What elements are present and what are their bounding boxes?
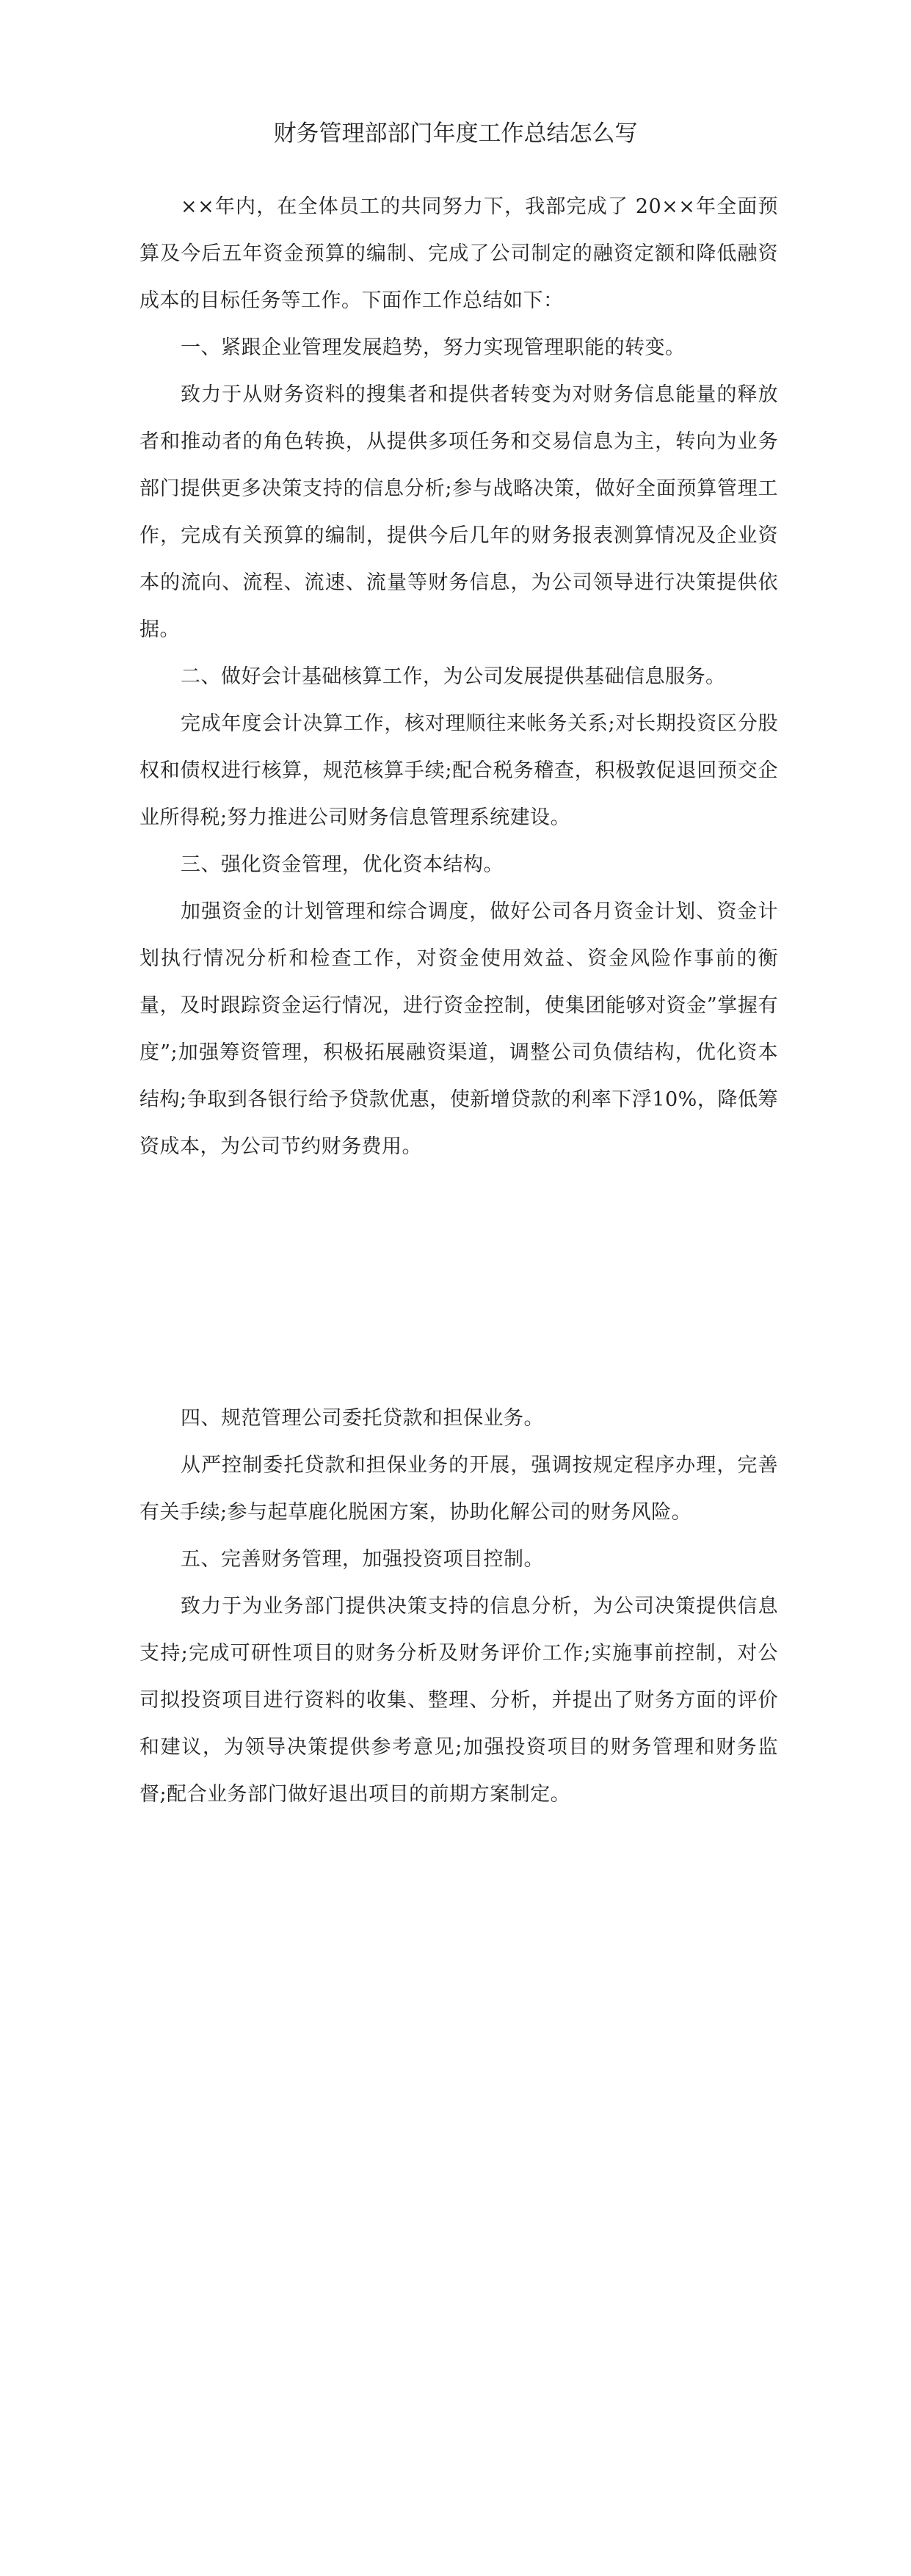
document-title: 财务管理部部门年度工作总结怎么写 <box>273 120 638 147</box>
intro-paragraph: ××年内，在全体员工的共同努力下，我部完成了 20××年全面预算及今后五年资金预算的编制、完成了公司制定的融资定额和降低融资成本的目标任务等工作。下面作工作总结如下： <box>139 195 778 312</box>
paragraph-3: 加强资金的计划管理和综合调度，做好公司各月资金计划、资金计划执行情况分析和检查工作，对资金使用效益、资金风险作事前的衡量，及时跟踪资金运行情况，进行资金控制，使集团能够对资金”掌握有度”;加强筹资管理，积极拓展融资渠道，调整公司负债结构，优化资本结构;争取到各银行给予贷款优惠，使新增贷款的利率下浮10%，降低筹资成本，为公司节约财务费用。 <box>139 900 778 1158</box>
paragraph-2: 完成年度会计决算工作，核对理顺往来帐务关系;对长期投资区分股权和债权进行核算，规范核算手续;配合税务稽查，积极敦促退回预交企业所得税;努力推进公司财务信息管理系统建设。 <box>139 712 778 829</box>
heading-2: 二、做好会计基础核算工作，为公司发展提供基础信息服务。 <box>181 665 726 688</box>
body-section-1 <box>139 184 778 1171</box>
body-section-2 <box>139 1395 778 1818</box>
heading-3: 三、强化资金管理，优化资本结构。 <box>181 853 504 876</box>
heading-5: 五、完善财务管理，加强投资项目控制。 <box>181 1548 544 1571</box>
paragraph-1: 致力于从财务资料的搜集者和提供者转变为对财务信息能量的释放者和推动者的角色转换，从提供多项任务和交易信息为主，转向为业务部门提供更多决策支持的信息分析;参与战略决策，做好全面预算管理工作，完成有关预算的编制，提供今后几年的财务报表测算情况及企业资本的流向、流程、流速、流量等财务信息，为公司领导进行决策提供依据。 <box>139 383 778 641</box>
paragraph-5: 致力于为业务部门提供决策支持的信息分析，为公司决策提供信息支持;完成可研性项目的财务分析及财务评价工作;实施事前控制，对公司拟投资项目进行资料的收集、整理、分析，并提出了财务方面的评价和建议，为领导决策提供参考意见;加强投资项目的财务管理和财务监督;配合业务部门做好退出项目的前期方案制定。 <box>139 1595 778 1806</box>
heading-1: 一、紧跟企业管理发展趋势，努力实现管理职能的转变。 <box>181 336 686 359</box>
paragraph-4: 从严控制委托贷款和担保业务的开展，强调按规定程序办理，完善有关手续;参与起草鹿化脱困方案，协助化解公司的财务风险。 <box>139 1454 778 1524</box>
heading-4: 四、规范管理公司委托贷款和担保业务。 <box>181 1407 544 1430</box>
